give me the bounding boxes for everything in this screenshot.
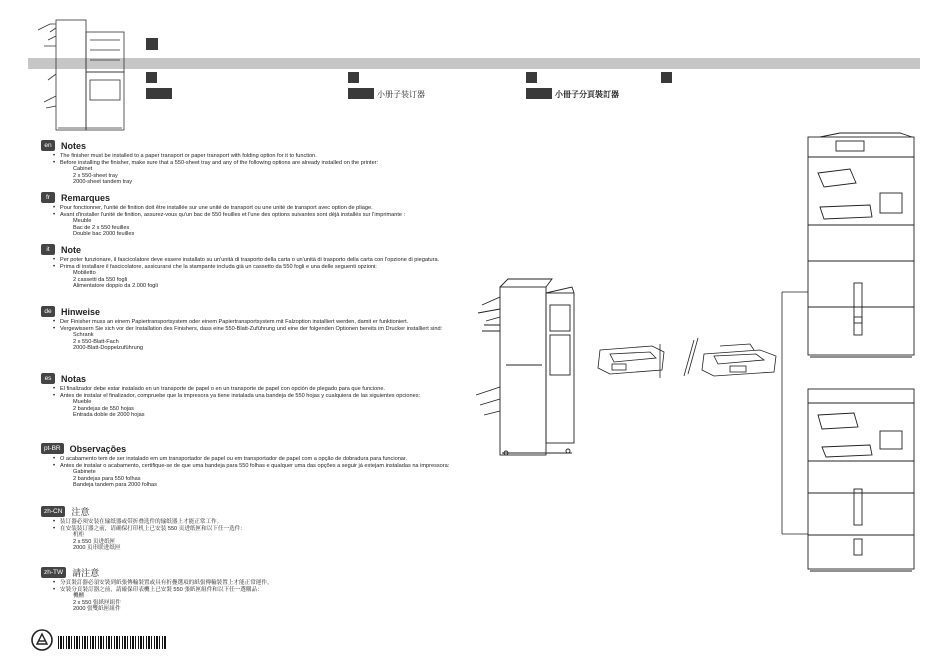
recycle-logo-icon <box>30 628 54 652</box>
option: Schrank <box>73 332 94 339</box>
section-title: Remarques <box>61 192 111 203</box>
option: 机柜 <box>73 532 85 539</box>
section-pt-br <box>41 442 521 488</box>
section-en <box>41 139 521 185</box>
option: 2000-Blatt-Doppelzuführung <box>73 345 143 351</box>
bullet: • Prima di installare il fascicolatore, assicurarsi che la stampante includa già un cassetto da 550 fogli e una delle seguenti opzioni: <box>60 264 521 271</box>
bullet: • 装订器必须安装在输纸器或带折叠选件的输纸器上才能正常工作。 <box>60 519 521 526</box>
option: 2 bandejas de 550 hojas <box>73 405 134 412</box>
bullet: • Avant d'installer l'unité de finition, assurez-vous qu'un bac de 550 feuilles et l'une des options suivantes sont déjà installés sur l'imprimante : <box>60 212 521 219</box>
lang-marker-1 <box>146 72 157 83</box>
bullet: • 安裝分頁裝訂器之前，請確保印表機上已安裝 550 張紙匣組件和以下任一選購品： <box>60 587 521 594</box>
option: Bandeja tandem para 2000 folhas <box>73 482 157 488</box>
lang-tag: pt-BR <box>41 443 64 454</box>
option: Entrada doble de 2000 hojas <box>73 412 145 418</box>
option: 2 cassetti da 550 fogli <box>73 276 128 283</box>
option: Mobiletto <box>73 270 96 277</box>
option: 2000-sheet tandem tray <box>73 179 133 185</box>
option: 2 x 550-sheet tray <box>73 172 118 179</box>
bullet: • Per poter funzionare, il fascicolatore deve essere installato su un'unità di trasporto della carta o un'unità di trasporto della carta con l'opzione di piegatura. <box>60 257 521 264</box>
section-zh-cn <box>41 505 521 551</box>
option: Bac de 2 x 550 feuilles <box>73 224 130 231</box>
bullet: • Vergewissern Sie sich vor der Installation des Finishers, dass eine 550-Blatt-Zuführung und eine der folgenden Optionen bereits im Drucker installiert sind: <box>60 326 521 333</box>
option: 2 x 550 張紙匣組件 <box>73 599 121 606</box>
lang-tag: de <box>41 306 55 317</box>
section-title: 注意 <box>71 508 90 518</box>
zh-tw-title: 小冊子分頁裝訂器 <box>555 90 619 99</box>
printer-illustration-top <box>800 133 920 363</box>
lang-pill-1 <box>146 88 172 99</box>
finisher-thumbnail-illustration <box>30 10 130 135</box>
section-title: Notas <box>61 373 87 384</box>
lang-tag: zh-CN <box>41 506 65 517</box>
bullet: • O acabamento tem de ser instalado em um transportador de papel ou em transportador de papel com a opção de dobradura para funcionar. <box>60 456 521 463</box>
option: Gabinete <box>73 469 96 476</box>
option-connector-lines <box>780 280 810 540</box>
section-es <box>41 372 521 418</box>
bullet: • Pour fonctionner, l'unité de finition doit être installée sur une unité de transport ou une unité de transport avec option de pliage. <box>60 205 521 212</box>
option: 2000 張雙紙匣組件 <box>73 606 121 612</box>
section-title: Note <box>61 244 81 255</box>
lang-tag: it <box>41 244 55 255</box>
option: Double bac 2000 feuilles <box>73 231 135 237</box>
bullet: • Antes de instalar o acabamento, certifique-se de que uma bandeja para 550 folhas e qualquer uma das opções a seguir já estejam instaladas na impressora: <box>60 463 521 470</box>
section-it <box>41 243 521 289</box>
section-title: 請注意 <box>72 569 100 579</box>
lang-marker-3 <box>526 72 537 83</box>
printer-illustration-bottom <box>800 385 920 575</box>
lang-tag: fr <box>41 192 55 203</box>
paper-transport-folding-illustration <box>680 336 785 381</box>
bullet: • Before installing the finisher, make sure that a 550-sheet tray and any of the following options are already installed on the printer: <box>60 160 521 167</box>
bullet: • Der Finisher muss an einem Papiertransportsystem oder einem Papiertransportsystem mit Falzoption installiert werden, damit er funktioniert. <box>60 319 521 326</box>
section-title: Observações <box>69 443 127 454</box>
lang-tag: zh-TW <box>41 567 66 578</box>
bullet: • Antes de instalar el finalizador, compruebe que la impresora ya tiene instalada una bandeja de 550 hojas y cualquiera de las siguientes opciones: <box>60 393 521 400</box>
bullet: • 分頁裝訂器必須安裝到紙張傳輸裝置或具有折疊選項的紙張傳輸裝置上才能正常運作。 <box>60 580 521 587</box>
bullet: • 在安装装订器之前，请确保打印机上已安装 550 页进纸匣和以下任一选件： <box>60 526 521 533</box>
option: Alimentatore doppio da 2.000 fogli <box>73 283 158 289</box>
option: 2000 页串联进纸匣 <box>73 545 121 551</box>
section-zh-tw <box>41 566 521 612</box>
finisher-illustration <box>472 275 582 460</box>
section-title: Notes <box>61 140 87 151</box>
lang-marker-4 <box>661 72 672 83</box>
option: 2 bandejas para 550 folhas <box>73 475 141 482</box>
option: Cabinet <box>73 166 93 173</box>
lang-tag: es <box>41 373 55 384</box>
bullet: • El finalizador debe estar instalado en un transporte de papel o en un transporte de papel con opción de plegado para que funcione. <box>60 386 521 393</box>
lang-pill-3 <box>526 88 552 99</box>
option: Meuble <box>73 218 92 225</box>
header-bar <box>28 58 920 69</box>
barcode <box>58 636 166 649</box>
option: 機櫃 <box>73 593 85 600</box>
option: Mueble <box>73 399 92 406</box>
zh-cn-title: 小册子装订器 <box>377 90 425 99</box>
lang-tag: en <box>41 140 55 151</box>
section-title: Hinweise <box>61 306 101 317</box>
paper-transport-illustration <box>592 340 672 382</box>
section-fr <box>41 191 521 237</box>
header-marker-main <box>146 38 158 50</box>
section-de <box>41 305 521 351</box>
option: 2 x 550 页进纸匣 <box>73 538 116 545</box>
lang-marker-2 <box>348 72 359 83</box>
bullet: • The finisher must be installed to a paper transport or paper transport with folding option for it to function. <box>60 153 521 160</box>
option: 2 x 550-Blatt-Fach <box>73 338 119 345</box>
lang-pill-2 <box>348 88 374 99</box>
